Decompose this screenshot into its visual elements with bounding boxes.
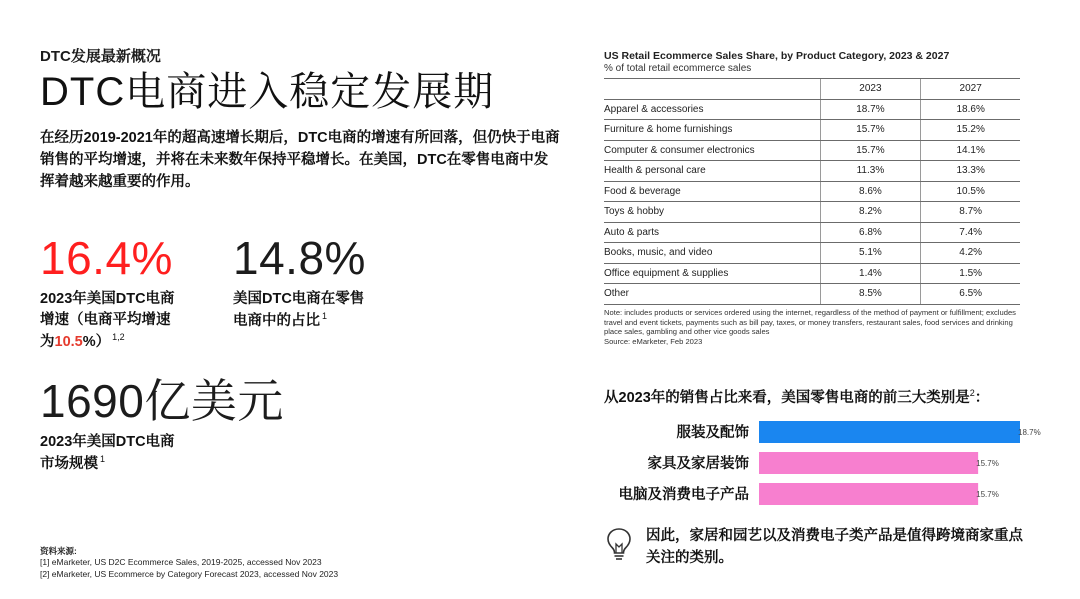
stat-market-size-line1: 2023年美国DTC电商	[40, 434, 175, 450]
sources-block	[40, 546, 338, 580]
table-note-block	[604, 308, 1020, 347]
stat-share-line1: 美国DTC电商在零售	[233, 291, 365, 307]
table-row	[604, 99, 1020, 120]
stat-market-size-value: 1690亿美元	[40, 375, 284, 427]
table-cell-2023: 15.7%	[820, 140, 921, 161]
table-cell-2027: 14.1%	[921, 140, 1020, 161]
table-cell-2027: 8.7%	[921, 202, 1020, 223]
bar-value-label: 15.7%	[976, 459, 999, 468]
stat-growth-line1: 2023年美国DTC电商	[40, 291, 175, 307]
stat-share-ref: 1	[322, 311, 328, 322]
table-header-blank	[604, 79, 820, 100]
bar-value-label: 18.7%	[1018, 428, 1041, 437]
table-cell-2027: 15.2%	[921, 120, 1020, 141]
top-categories-question	[604, 386, 989, 407]
table-cell-2027: 1.5%	[921, 263, 1020, 284]
table-cell-2027: 10.5%	[921, 181, 1020, 202]
stat-share-line2: 电商中的占比	[233, 312, 320, 329]
table-body	[604, 99, 1020, 304]
stat-growth-line3-pre: 为	[40, 333, 55, 350]
stat-growth-ref: 1,2	[112, 332, 125, 343]
stat-share-value: 14.8%	[233, 232, 366, 284]
table-cell-category: Health & personal care	[604, 161, 820, 182]
table-cell-category: Food & beverage	[604, 181, 820, 202]
stat-market-size	[40, 375, 370, 475]
bar	[759, 452, 978, 474]
table-row	[604, 161, 1020, 182]
table-cell-category: Books, music, and video	[604, 243, 820, 264]
table-cell-category: Auto & parts	[604, 222, 820, 243]
intro-paragraph: 在经历2019-2021年的超高速增长期后，DTC电商的增速有所回落，但仍快于电商销售的平均增速，并将在未来数年保持平稳增长。在美国，DTC在零售电商中发挥着越来越重要的作用。	[40, 130, 560, 190]
table-cell-2023: 5.1%	[820, 243, 921, 264]
sources-title: 资料来源:	[40, 546, 77, 556]
table-cell-category: Computer & consumer electronics	[604, 140, 820, 161]
stat-growth-description	[40, 289, 220, 353]
table-cell-category: Office equipment & supplies	[604, 263, 820, 284]
page-headline: DTC电商进入稳定发展期	[40, 70, 495, 114]
stat-growth-value: 16.4%	[40, 232, 173, 284]
eyebrow-title: DTC发展最新概况	[40, 48, 161, 65]
lightbulb-icon	[604, 526, 634, 562]
source-item-1: [1] eMarketer, US D2C Ecommerce Sales, 2019-2025, accessed Nov 2023	[40, 557, 322, 568]
left-column	[40, 0, 560, 599]
table-cell-2023: 6.8%	[820, 222, 921, 243]
table-source: Source: eMarketer, Feb 2023	[604, 337, 703, 347]
table-row	[604, 284, 1020, 305]
table-cell-category: Toys & hobby	[604, 202, 820, 223]
takeaway-text: 因此，家居和园艺以及消费电子类产品是值得跨境商家重点关注的类别。	[646, 528, 1023, 566]
source-item-2: [2] eMarketer, US Ecommerce by Category Forecast 2023, accessed Nov 2023	[40, 568, 339, 579]
stat-market-size-ref: 1	[100, 454, 106, 465]
bar	[759, 421, 1020, 443]
stat-growth-line2: 增速（电商平均增速	[40, 312, 171, 329]
table-row	[604, 263, 1020, 284]
table-title: US Retail Ecommerce Sales Share, by Product Category, 2023 & 2027	[604, 50, 950, 62]
table-cell-2027: 6.5%	[921, 284, 1020, 305]
stat-market-size-description	[40, 432, 370, 475]
right-column	[604, 0, 1041, 599]
table-cell-2023: 1.4%	[820, 263, 921, 284]
bar-category-label: 服装及配饰	[676, 425, 749, 441]
stat-market-size-line2: 市场规模	[40, 455, 98, 472]
table-cell-2027: 7.4%	[921, 222, 1020, 243]
stat-growth-line3-post: %）	[82, 333, 111, 350]
table-cell-category: Apparel & accessories	[604, 99, 820, 120]
category-share-table	[604, 78, 1020, 305]
stat-share	[233, 232, 403, 332]
table-cell-2023: 11.3%	[820, 161, 921, 182]
top-categories-bar-chart	[604, 415, 1041, 515]
table-cell-2027: 13.3%	[921, 161, 1020, 182]
table-header-row	[604, 79, 1020, 100]
table-cell-category: Other	[604, 284, 820, 305]
table-cell-2027: 18.6%	[921, 99, 1020, 120]
table-row	[604, 140, 1020, 161]
stat-growth-line3	[40, 331, 220, 353]
table-cell-2023: 8.5%	[820, 284, 921, 305]
stat-share-description	[233, 289, 403, 332]
stat-growth	[40, 232, 220, 353]
table-cell-2023: 18.7%	[820, 99, 921, 120]
table-note: Note: includes products or services ordered using the internet, regardless of the method of payment or fulfillment; excludes travel and event tickets, payments such as bill pay, taxes, or money transfers, restaurant sales, food services and drinking place sales, gambling and other vice goods sales	[604, 308, 1016, 337]
table-row	[604, 202, 1020, 223]
table-cell-2027: 4.2%	[921, 243, 1020, 264]
table-row	[604, 120, 1020, 141]
table-cell-category: Furniture & home furnishings	[604, 120, 820, 141]
table-cell-2023: 8.6%	[820, 181, 921, 202]
stat-growth-average-rate: 10.5	[54, 333, 83, 350]
bar-category-label: 电脑及消费电子产品	[618, 487, 749, 503]
table-subtitle: % of total retail ecommerce sales	[604, 63, 752, 74]
question-ref: 2	[969, 388, 975, 399]
stat-share-line2-wrap	[233, 310, 403, 332]
bar-value-label: 15.7%	[976, 490, 999, 499]
question-colon: ：	[974, 390, 990, 406]
table-cell-2023: 8.2%	[820, 202, 921, 223]
question-text: 从2023年的销售占比来看，美国零售电商的前三大类别是	[604, 390, 970, 406]
table-row	[604, 181, 1020, 202]
table-row	[604, 243, 1020, 264]
bar	[759, 483, 978, 505]
table-header-2023: 2023	[820, 79, 921, 100]
table-cell-2023: 15.7%	[820, 120, 921, 141]
table-row	[604, 222, 1020, 243]
table-header-2027: 2027	[921, 79, 1020, 100]
bar-category-label: 家具及家居装饰	[647, 456, 749, 472]
stat-market-size-line2-wrap	[40, 453, 370, 475]
